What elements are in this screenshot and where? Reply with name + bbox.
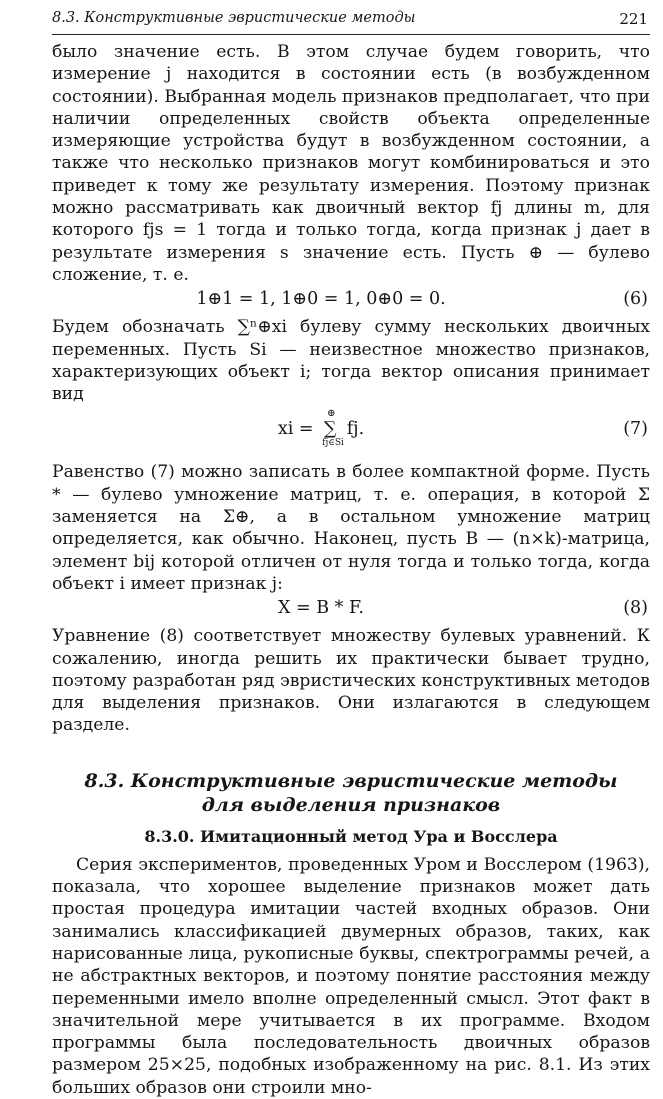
- equation-7-number: (7): [623, 419, 648, 440]
- paragraph-2: Будем обозначать ∑ⁿ⊕xi булеву сумму нескольких двоичных переменных. Пусть Si — неизвестное множество признаков, характеризующих объект i; тогда вектор описания принимает вид: [52, 317, 650, 405]
- book-page: [52, 8, 650, 1099]
- equation-6: [52, 286, 650, 316]
- sum-operator: ∑ ⊕ fj∈Si: [322, 408, 344, 449]
- equation-7: [52, 405, 650, 461]
- running-head: [52, 8, 650, 34]
- equation-8-number: (8): [623, 598, 648, 619]
- subsection-title: 8.3.0. Имитационный метод Ура и Восслера: [144, 826, 558, 846]
- header-rule: [52, 34, 650, 35]
- equation-7-lhs: xi =: [277, 419, 314, 440]
- equation-6-number: (6): [623, 289, 648, 310]
- equation-7-expr: [52, 408, 590, 449]
- paragraph-1: было значение есть. В этом случае будем говорить, что измерение j находится в состоянии есть (в возбужденном состоянии). Выбранная модель признаков предполагает, что при наличии определенных свойств объекта определенные измеряющие устройства будут в возбужденном состоянии, а также что несколько признаков могут комбинироваться и это приведет к тому же результату измерения. Поэтому признак можно рассматривать как двоичный вектор fj длины m, для которого fjs = 1 тогда и только тогда, когда признак j дает в результате измерения s значение есть. Пусть ⊕ — булево сложение, т. е.: [52, 42, 650, 285]
- sum-upper: ⊕: [327, 408, 336, 420]
- equation-6-expr: 1⊕1 = 1, 1⊕0 = 1, 0⊕0 = 0.: [196, 289, 446, 310]
- paragraph-3: Равенство (7) можно записать в более компактной форме. Пусть * — булево умножение матриц, т. е. операция, в которой Σ заменяется на Σ⊕, а в остальном умножение матриц определяется, как обычно. Наконец, пусть B — (n×k)-матрица, элемент bij которой отличен от нуля тогда и только тогда, когда объект i имеет признак j:: [52, 462, 650, 594]
- paragraph-4: Уравнение (8) соответствует множеству булевых уравнений. К сожалению, иногда решить их практически бывает трудно, поэтому разработан ряд эвристических конструктивных методов для выделения признаков. Они излагаются в следующем разделе.: [52, 626, 650, 736]
- paragraph-5: Серия экспериментов, проведенных Уром и Восслером (1963), показала, что хорошее выделение признаков может дать простая процедура имитации частей входных образов. Они занимались классификацией двумерных образов, таких, как нарисованные лица, рукописные буквы, спектрограммы речей, а не абстрактных векторов, и поэтому понятие расстояния между переменными имело вполне определенный смысл. Этот факт в значительной мере учитывается в их программе. Входом программы была последовательность двоичных образов размером 25×25, подобных изображенному на рис. 8.1. Из этих больших образов они строили мно-: [52, 854, 650, 1098]
- section-title-line-1: 8.3. Конструктивные эвристические методы: [84, 769, 618, 792]
- section-title-line-2: для выделения признаков: [201, 793, 501, 816]
- page-number: 221: [619, 10, 648, 28]
- equation-8: [52, 595, 650, 625]
- equation-7-rhs: fj.: [346, 419, 365, 440]
- sum-lower: fj∈Si: [322, 438, 344, 449]
- running-title: 8.3. Конструктивные эвристические методы: [52, 10, 416, 26]
- section-title: [52, 769, 650, 817]
- equation-8-expr: X = B * F.: [278, 598, 364, 619]
